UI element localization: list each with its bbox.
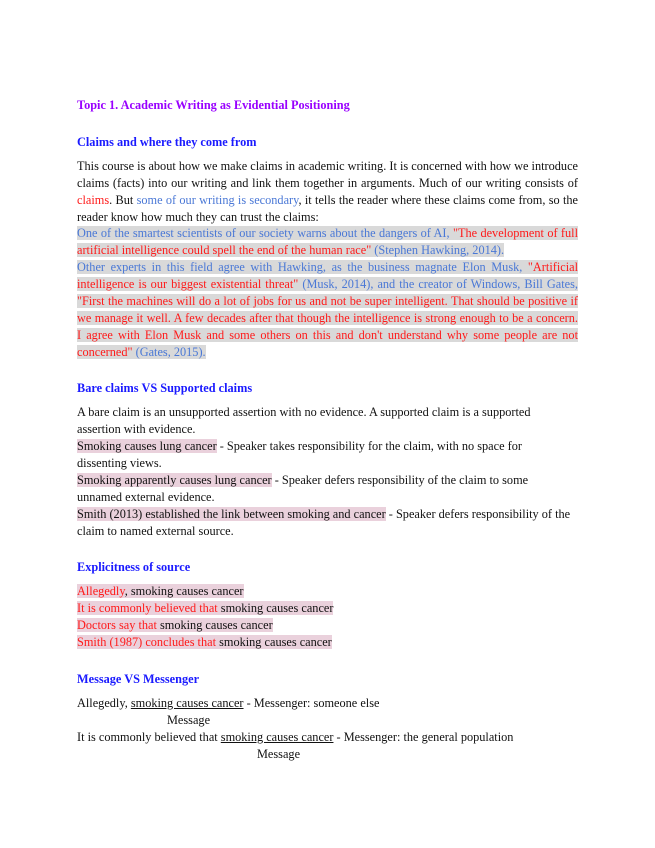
section-heading-message: Message VS Messenger	[77, 672, 200, 686]
message-examples	[77, 695, 578, 763]
list-item: It is commonly believed that smoking causes cancer	[77, 601, 334, 615]
intro-paragraph: This course is about how we make claims in academic writing. It is concerned with how we introduce claims (facts) into our writing and link them together in arguments. Much of our writing consists of claims. But some of our writing is secondary, it tells the reader where these claims come from, so the reader know how much they can trust the claims:	[77, 159, 578, 224]
list-item: Allegedly, smoking causes cancer	[77, 584, 244, 598]
example-item: Smith (2013) established the link between smoking and cancer - Speaker defers responsibility of the claim to named external source.	[77, 507, 571, 538]
message-label: Message	[167, 713, 211, 727]
hawking-quote: One of the smartest scientists of our society warns about the dangers of AI, "The development of full artificial intelligence could spell the end of the human race" (Stephen Hawking, 2014).	[77, 226, 578, 257]
quote-block	[77, 225, 578, 361]
message-row: It is commonly believed that smoking causes cancer - Messenger: the general population	[77, 730, 514, 744]
section-heading-claims: Claims and where they come from	[77, 135, 257, 149]
bare-claims-intro: A bare claim is an unsupported assertion with no evidence. A supported claim is a supported assertion with evidence.	[77, 405, 531, 436]
bare-claims-body	[77, 404, 571, 540]
explicitness-list	[77, 583, 578, 651]
example-item: Smoking causes lung cancer - Speaker takes responsibility for the claim, with no space for dissenting views.	[77, 439, 522, 470]
example-item: Smoking apparently causes lung cancer - Speaker defers responsibility of the claim to some unnamed external evidence.	[77, 473, 529, 504]
section-heading-explicitness: Explicitness of source	[77, 560, 191, 574]
list-item: Doctors say that smoking causes cancer	[77, 618, 273, 632]
message-label: Message	[257, 747, 301, 761]
section-heading-bare-claims: Bare claims VS Supported claims	[77, 381, 253, 395]
page-title: Topic 1. Academic Writing as Evidential Positioning	[77, 98, 350, 112]
musk-gates-quote: Other experts in this field agree with Hawking, as the business magnate Elon Musk, "Artificial intelligence is our biggest existential threat" (Musk, 2014), and the creator of Windows, Bill Gates, "First the machines will do a lot of jobs for us and not be super intelligent. That should be positive if we manage it well. A few decades after that though the intelligence is strong enough to be a concern. I agree with Elon Musk and some others on this and don't understand why some people are not concerned" (Gates, 2015).	[77, 260, 578, 359]
list-item: Smith (1987) concludes that smoking causes cancer	[77, 635, 332, 649]
message-row: Allegedly, smoking causes cancer - Messenger: someone else	[77, 696, 380, 710]
